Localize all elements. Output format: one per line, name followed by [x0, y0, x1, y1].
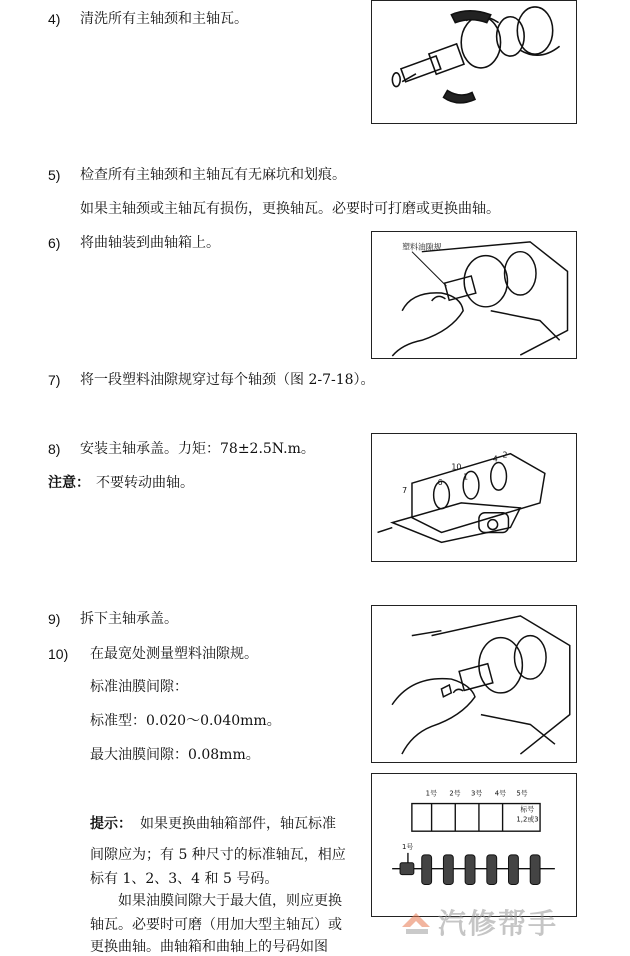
step-10-line-3: 最大油膜间隙：0.08mm。 — [90, 747, 260, 763]
step-10-text: 在最宽处测量塑料油隙规。 — [90, 646, 258, 662]
fig5-top-4: 4号 — [494, 789, 506, 798]
figure-bearing-numbers — [371, 773, 577, 917]
step-6-number: 6) — [48, 235, 61, 251]
step-9-text: 拆下主轴承盖。 — [80, 611, 178, 627]
figure-2-label: 塑料油隙规 — [402, 242, 442, 252]
tip-line-4: 如果油膜间隙大于最大值，则应更换 — [118, 893, 342, 909]
fig3-label-4: 7 — [402, 486, 408, 496]
step-7-text: 将一段塑料油隙规穿过每个轴颈（图 2-7-18）。 — [80, 372, 375, 388]
fig5-top-3: 3号 — [471, 789, 483, 798]
step-4-number: 4) — [48, 11, 61, 27]
step-8-text: 安装主轴承盖。力矩：78±2.5N.m。 — [80, 441, 315, 457]
figure-measure-plastigage — [371, 605, 577, 763]
figure-bearing-cap-torque — [371, 433, 577, 562]
step-9-number: 9) — [48, 611, 61, 627]
tip-line-2: 间隙应为；有 5 种尺寸的标准轴瓦，相应 — [90, 847, 346, 863]
fig5-top-2: 2号 — [449, 789, 461, 798]
step-5-text: 检查所有主轴颈和主轴瓦有无麻坑和划痕。 — [80, 167, 346, 183]
watermark-text: 汽修帮手 — [438, 907, 559, 940]
fig3-label-2: 6 — [437, 478, 443, 488]
fig5-top-1: 1号 — [425, 789, 437, 798]
fig3-label-3: 2 — [502, 450, 508, 460]
fig5-top-5: 5号 — [516, 789, 528, 798]
fig3-label-1: 10 — [451, 462, 462, 472]
step-10-line-2: 标准型：0.020～0.040mm。 — [90, 713, 281, 729]
fig3-label-6: 4 — [492, 454, 498, 464]
fig3-label-5: 1 — [463, 472, 469, 482]
tip-line-3: 标有 1、2、3、4 和 5 号码。 — [90, 871, 279, 887]
tip-line-5: 轴瓦。必要时可磨（用加大型主轴瓦）或 — [90, 917, 342, 933]
step-5-subtext: 如果主轴颈或主轴瓦有损伤，更换轴瓦。必要时可打磨或更换曲轴。 — [80, 201, 500, 217]
figure-crankshaft-bearings — [371, 0, 577, 124]
note-label: 注意： — [48, 475, 90, 491]
step-6-text: 将曲轴装到曲轴箱上。 — [80, 235, 220, 251]
watermark — [400, 900, 628, 944]
step-5-number: 5) — [48, 167, 61, 183]
note-text: 不要转动曲轴。 — [96, 475, 194, 491]
step-4-text: 清洗所有主轴颈和主轴瓦。 — [80, 11, 248, 27]
watermark-logo-icon — [400, 907, 434, 937]
step-10-number: 10) — [48, 646, 69, 662]
step-8-number: 8) — [48, 441, 61, 457]
fig5-left-label: 1号 — [402, 842, 414, 851]
fig5-side-value: 1,2或3 — [516, 815, 539, 824]
tip-label: 提示： — [90, 816, 132, 832]
tip-line-6: 更换曲轴。曲轴箱和曲轴上的号码如图 — [90, 939, 328, 955]
step-10-line-1: 标准油膜间隙： — [90, 679, 188, 695]
tip-line-1: 如果更换曲轴箱部件，轴瓦标准 — [140, 816, 336, 832]
figure-plastigage-install — [371, 231, 577, 359]
fig5-side-label: 标号 — [520, 805, 535, 814]
step-7-number: 7) — [48, 372, 61, 388]
